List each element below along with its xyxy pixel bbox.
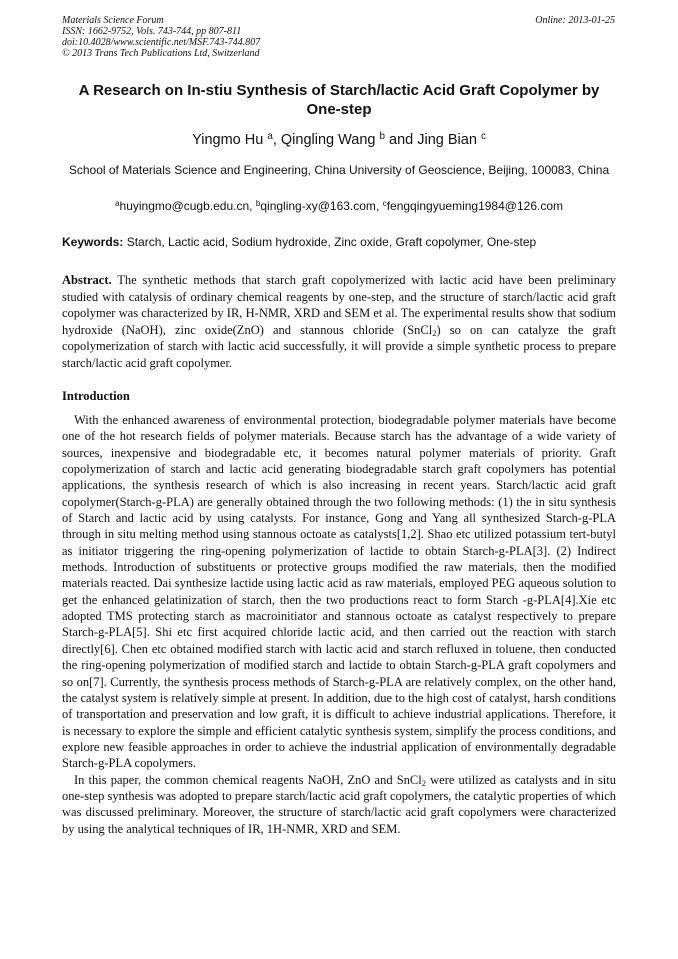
email-separator: , bbox=[375, 199, 383, 213]
author-separator: and bbox=[385, 132, 418, 148]
author-mark: a bbox=[267, 131, 273, 143]
section-heading-introduction: Introduction bbox=[62, 389, 130, 403]
journal-metadata bbox=[62, 15, 260, 59]
subscript: 2 bbox=[421, 777, 426, 788]
subscript: 2 bbox=[432, 327, 437, 338]
author-mark: b bbox=[379, 131, 385, 143]
author-list bbox=[62, 131, 616, 149]
affiliation: School of Materials Science and Engineering, China University of Geoscience, Beijing, 100083, China bbox=[68, 163, 610, 177]
email-address[interactable]: qingling-xy@163.com bbox=[260, 199, 376, 213]
online-date: Online: 2013-01-25 bbox=[535, 15, 615, 26]
author-name: Qingling Wang bbox=[280, 132, 376, 148]
abstract-label: Abstract. bbox=[62, 273, 112, 287]
paper-title: A Research on In-stiu Synthesis of Starch/lactic Acid Graft Copolymer by One-step bbox=[78, 82, 600, 118]
email-address[interactable]: huyingmo@cugb.edu.cn bbox=[119, 199, 250, 213]
paragraph-text: were utilized as catalysts and in situ one-step synthesis was adopted to prepare starch/lactic acid graft copolymers, the catalytic properties of which was discussed preliminary. Moreover, the structure of starch/lactic acid graft copolymers were characterized by using the analytical techniques of IR, 1H-NMR, XRD and SEM. bbox=[62, 772, 617, 836]
doi-line: doi:10.4028/www.scientific.net/MSF.743-744.807 bbox=[62, 37, 261, 48]
issn-line: ISSN: 1662-9752, Vols. 743-744, pp 807-811 bbox=[62, 26, 242, 37]
abstract-text: The synthetic methods that starch graft copolymerized with lactic acid have been preliminary studied with catalysis of ordinary chemical reagents by one-step, and the structure of starch/lactic acid graft copolymer was characterized by IR, H-NMR, XRD and SEM et al. The experimental results show that sodium hydroxide (NaOH), zinc oxide(ZnO) and stannous chloride (SnCl bbox=[62, 273, 616, 337]
keywords-text: Starch, Lactic acid, Sodium hydroxide, Zinc oxide, Graft copolymer, One-step bbox=[123, 235, 537, 249]
author-name: Yingmo Hu bbox=[192, 132, 264, 148]
author-name: Jing Bian bbox=[417, 132, 477, 148]
author-separator: , bbox=[272, 132, 281, 148]
paragraph-text: In this paper, the common chemical reagents NaOH, ZnO and SnCl bbox=[74, 772, 422, 787]
journal-name: Materials Science Forum bbox=[62, 15, 164, 26]
email-address[interactable]: fengqingyueming1984@126.com bbox=[386, 199, 563, 213]
copyright-line: © 2013 Trans Tech Publications Ltd, Switzerland bbox=[62, 48, 260, 59]
keywords bbox=[62, 235, 616, 250]
keywords-label: Keywords: bbox=[62, 235, 124, 249]
abstract-text: ) so on can catalyze the graft copolymerization of starch with lactic acid successfully, it will provide a simple synthetic process to prepare starch/lactic acid graft copolymer. bbox=[62, 322, 616, 370]
author-mark: c bbox=[480, 131, 486, 143]
paragraph bbox=[62, 772, 616, 837]
email-list bbox=[62, 199, 616, 214]
email-mark: b bbox=[255, 198, 261, 208]
abstract bbox=[62, 272, 616, 371]
paragraph: With the enhanced awareness of environmental protection, biodegradable polymer materials have become one of the hot research fields of polymer materials. Because starch has the advantage of a wide variety of sources, inexpensive and biodegradable etc, it becomes natural polymer materials of priority. Graft copolymerization of starch and lactic acid generating biodegradable starch graft copolymers has potential applications, the synthesis research of which is also increasing in recent years. Starch/lactic acid graft copolymer(Starch-g-PLA) are generally obtained through the two following methods: (1) the in situ synthesis of Starch and lactic acid by using catalysts. For instance, Gong and Yang all synthesized Starch-g-PLA through in situ melting method using stannous octoate as catalysts[1,2]. Shao etc utilized potassium tert-butyl as initiator triggering the ring-opening polymerization of lactide to obtain Starch-g-PLA[3]. (2) Indirect methods. Introduction of substituents or protective groups modified the raw materials, then the modified materials reacted. Dai synthesize lactide using lactic acid as raw materials, employed PEG aqueous solution to get the enhanced gelatinization of starch, then the two productions react to form Starch -g-PLA[4].Xie etc adopted TMS protecting starch as macroinitiator and stannous octoate as catalyst respectively to prepare Starch-g-PLA[5]. Shi etc first acquired chloride lactic acid, and then carried out the reaction with starch directly[6]. Chen etc obtained modified starch with lactic acid and starch refluxed in toluene, then conducted the ring-opening polymerization of modified starch and lactide to obtain Starch-g-PLA graft copolymers and so on[7]. Currently, the synthesis process methods of Starch-g-PLA are relatively complex, on the other hand, the catalyst system is relatively simple at present. In addition, due to the high cost of catalyst, harsh conditions of transportation and preservation and low graft, it is difficult to achieve industrial applications. Therefore, it is necessary to explore the simple and efficient catalytic synthesis system, simplify the process conditions, and explore new feasible approaches in order to achieve the industrial application of environmentally degradable Starch-g-PLA copolymers. bbox=[62, 413, 616, 771]
email-mark: a bbox=[114, 198, 120, 208]
introduction-body bbox=[62, 412, 616, 837]
email-mark: c bbox=[382, 198, 387, 208]
email-separator: , bbox=[249, 199, 256, 213]
